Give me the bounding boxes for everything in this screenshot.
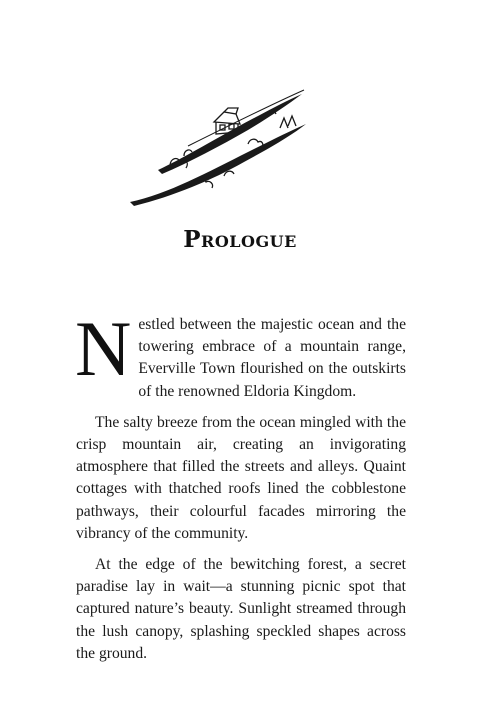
paragraph-3: At the edge of the bewitching forest, a secret paradise lay in wait—a stunning picnic spot that captured nature’s beauty. Sunlight streamed through the lush canopy, splashing speckled shapes across the ground. — [76, 556, 406, 662]
paragraph-2: The salty breeze from the ocean mingled with the crisp mountain air, creating an invigorating atmosphere that filled the streets and alleys. Quaint cottages with thatched roofs lined the cobblestone pathways, their colourful facades mirroring the vibrancy of the community. — [76, 413, 406, 542]
paragraph-1 — [75, 305, 406, 403]
drop-cap: N — [75, 305, 132, 392]
tree-shapes — [170, 111, 296, 188]
ground-stroke — [130, 124, 306, 206]
landscape-illustration-icon — [128, 86, 308, 210]
paragraph-1-text: estled between the majestic ocean and the towering embrace of a mountain range, Everville Town flourished on the outskirts of the renowned Eldoria Kingdom. — [138, 316, 406, 400]
chapter-title: Prologue — [183, 226, 297, 253]
body-text — [75, 305, 406, 674]
horizon-line — [188, 90, 304, 146]
